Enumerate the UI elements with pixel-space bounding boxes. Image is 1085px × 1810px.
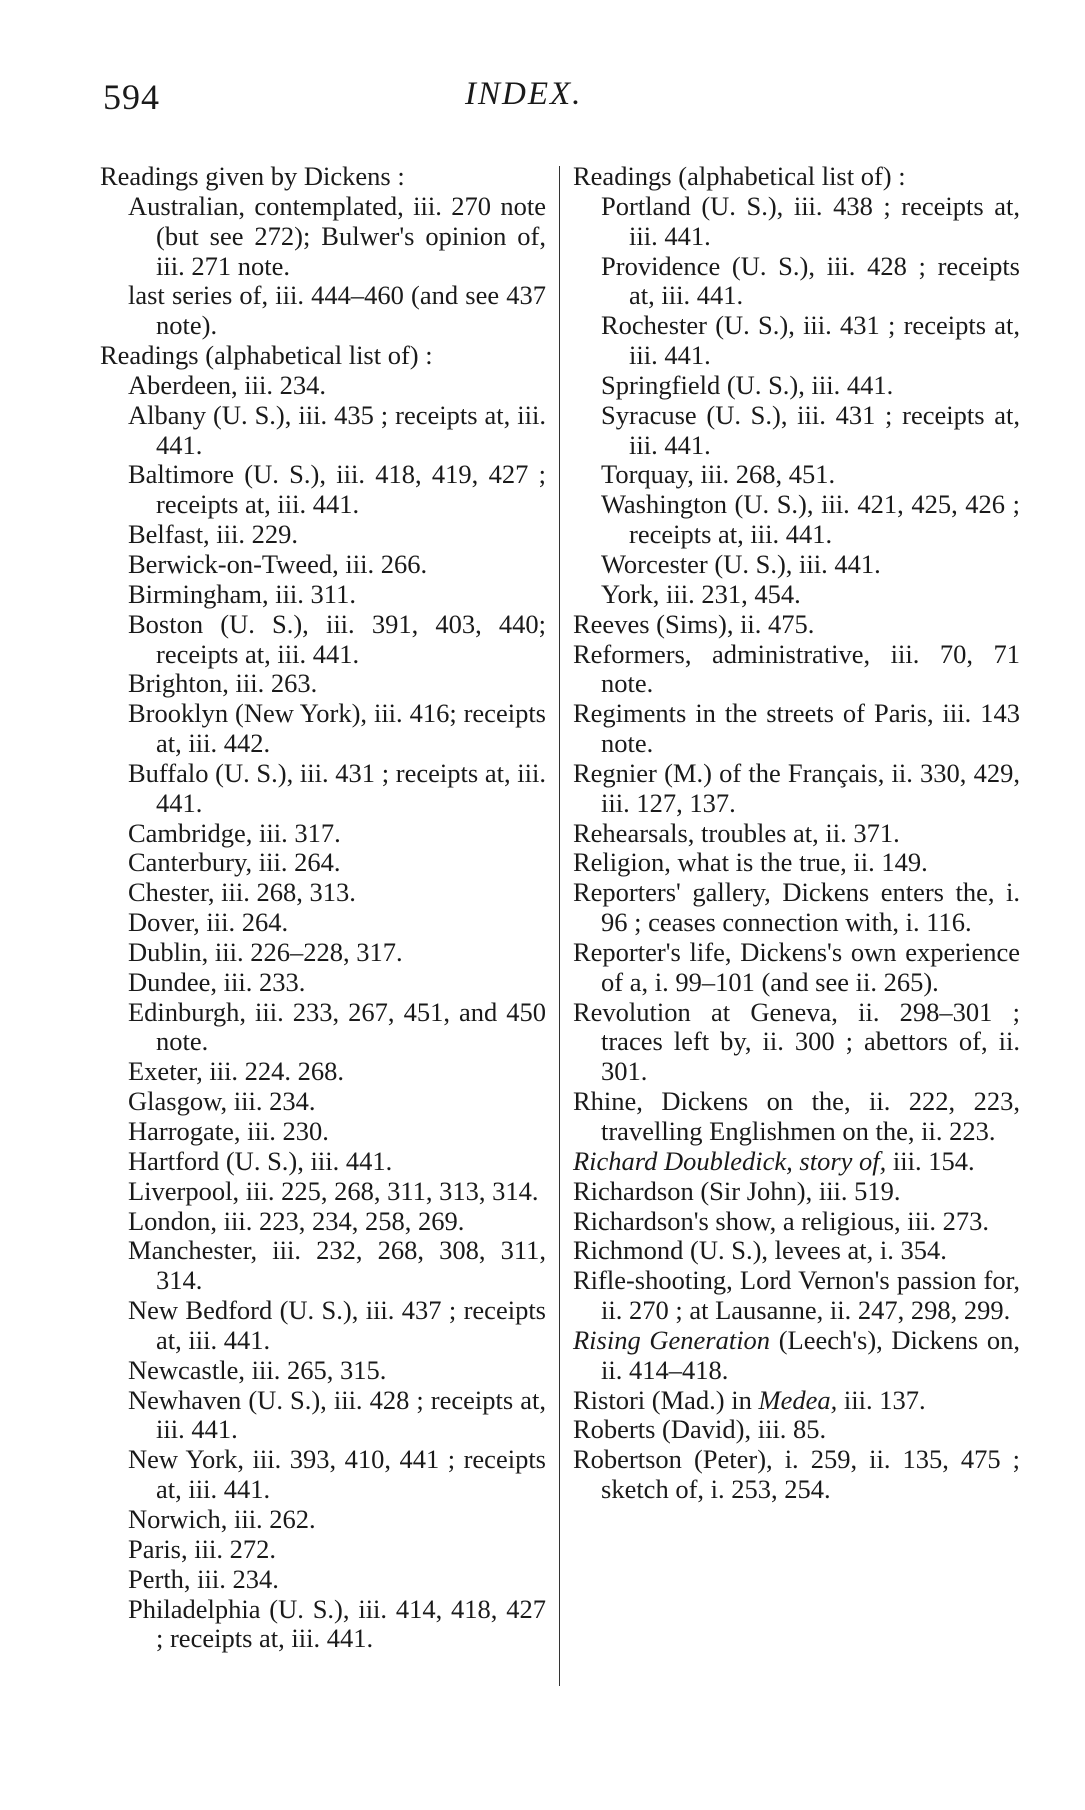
index-subentry (573, 550, 1020, 580)
entry-text: Regnier (M.) of the Français, ii. 330, 429, iii. 127, 137. (573, 757, 1020, 818)
entry-text: Cambridge, iii. 317. (128, 817, 341, 848)
entry-text: Manchester, iii. 232, 268, 308, 311, 314. (128, 1235, 546, 1296)
entry-text: Berwick-on-Tweed, iii. 266. (128, 548, 428, 579)
entry-text: Boston (U. S.), iii. 391, 403, 440; receipts at, iii. 441. (128, 608, 546, 669)
index-subentry (100, 1595, 546, 1655)
entry-text: (Leech's), Dickens on, ii. 414–418. (601, 1324, 1020, 1385)
index-entry (573, 1445, 1020, 1505)
column-divider (559, 166, 560, 1686)
index-subentry (573, 460, 1020, 490)
index-subentry (100, 1386, 546, 1446)
entry-italic-title: Richard Doubledick, story of, (573, 1145, 887, 1176)
entry-text: Liverpool, iii. 225, 268, 311, 313, 314. (128, 1175, 539, 1206)
entry-text: Glasgow, iii. 234. (128, 1086, 316, 1117)
entry-italic-title: Medea, (758, 1384, 838, 1415)
index-subentry (573, 311, 1020, 371)
entry-text: Brooklyn (New York), iii. 416; receipts at, iii. 442. (128, 698, 546, 759)
entry-text: Syracuse (U. S.), iii. 431 ; receipts at, iii. 441. (601, 399, 1020, 460)
entry-text: Rifle-shooting, Lord Vernon's passion for, ii. 270 ; at Lausanne, ii. 247, 298, 299. (573, 1265, 1020, 1326)
index-subentry (100, 968, 546, 998)
index-entry (573, 1087, 1020, 1147)
index-subentry (100, 550, 546, 580)
index-entry (573, 819, 1020, 849)
entry-text: Baltimore (U. S.), iii. 418, 419, 427 ; receipts at, iii. 441. (128, 459, 546, 520)
index-entry (573, 162, 1020, 192)
entry-text: Perth, iii. 234. (128, 1563, 279, 1594)
index-subentry (100, 848, 546, 878)
index-subentry (100, 580, 546, 610)
index-subentry (100, 998, 546, 1058)
entry-text: Hartford (U. S.), iii. 441. (128, 1145, 393, 1176)
entry-text: Albany (U. S.), iii. 435 ; receipts at, iii. 441. (128, 399, 546, 460)
entry-text: Aberdeen, iii. 234. (128, 369, 326, 400)
entry-text: Portland (U. S.), iii. 438 ; receipts at, iii. 441. (601, 190, 1020, 251)
entry-text: London, iii. 223, 234, 258, 269. (128, 1205, 465, 1236)
entry-text: Reporters' gallery, Dickens enters the, i. 96 ; ceases connection with, i. 116. (573, 877, 1020, 938)
index-subentry (573, 192, 1020, 252)
running-title: INDEX. (465, 76, 583, 112)
index-entry (573, 938, 1020, 998)
index-subentry (100, 759, 546, 819)
index-entry (573, 610, 1020, 640)
entry-text: Revolution at Geneva, ii. 298–301 ; traces left by, ii. 300 ; abettors of, ii. 301. (573, 996, 1020, 1087)
entry-text: Norwich, iii. 262. (128, 1503, 316, 1534)
entry-text: Torquay, iii. 268, 451. (601, 459, 836, 490)
index-subentry (100, 1356, 546, 1386)
index-subentry (100, 908, 546, 938)
entry-text: Exeter, iii. 224. 268. (128, 1056, 345, 1087)
index-entry (100, 162, 546, 192)
entry-text: Reporter's life, Dickens's own experience of a, i. 99–101 (and see ii. 265). (573, 936, 1020, 997)
entry-text: Religion, what is the true, ii. 149. (573, 847, 928, 878)
entry-text: Edinburgh, iii. 233, 267, 451, and 450 note. (128, 996, 546, 1057)
entry-text: Belfast, iii. 229. (128, 519, 299, 550)
index-subentry (100, 1565, 546, 1595)
index-subentry (100, 1087, 546, 1117)
index-entry (573, 848, 1020, 878)
index-subentry (100, 371, 546, 401)
entry-text: Reeves (Sims), ii. 475. (573, 608, 815, 639)
index-entry (573, 1177, 1020, 1207)
entry-text: Robertson (Peter), i. 259, ii. 135, 475 ; sketch of, i. 253, 254. (573, 1444, 1020, 1505)
index-subentry (100, 1505, 546, 1535)
entry-text: New York, iii. 393, 410, 441 ; receipts at, iii. 441. (128, 1444, 546, 1505)
index-entry (573, 878, 1020, 938)
index-subentry (100, 699, 546, 759)
entry-text: iii. 137. (837, 1384, 926, 1415)
index-subentry (100, 520, 546, 550)
entry-text: Newcastle, iii. 265, 315. (128, 1354, 387, 1385)
index-subentry (100, 1445, 546, 1505)
entry-text: Providence (U. S.), iii. 428 ; receipts at, iii. 441. (601, 250, 1020, 311)
index-subentry (100, 610, 546, 670)
index-subentry (100, 1117, 546, 1147)
index-entry (100, 341, 546, 371)
entry-text: Philadelphia (U. S.), iii. 414, 418, 427 ; receipts at, iii. 441. (128, 1593, 546, 1654)
index-entry (573, 1147, 1020, 1177)
index-column-right (573, 162, 1020, 1505)
entry-text: Reformers, administrative, iii. 70, 71 note. (573, 638, 1020, 699)
index-subentry (100, 281, 546, 341)
entry-text: Rehearsals, troubles at, ii. 371. (573, 817, 900, 848)
entry-text: Paris, iii. 272. (128, 1533, 276, 1564)
entry-text: iii. 154. (886, 1145, 975, 1176)
entry-text: Regiments in the streets of Paris, iii. 143 note. (573, 698, 1020, 759)
entry-text: last series of, iii. 444–460 (and see 437 note). (128, 280, 546, 341)
index-subentry (573, 401, 1020, 461)
entry-text: Australian, contemplated, iii. 270 note (but see 272); Bulwer's opinion of, iii. 271 note. (128, 190, 546, 281)
page-number: 594 (103, 77, 160, 117)
index-subentry (573, 252, 1020, 312)
entry-text: Washington (U. S.), iii. 421, 425, 426 ; receipts at, iii. 441. (601, 489, 1020, 550)
index-subentry (100, 1177, 546, 1207)
index-subentry (100, 938, 546, 968)
index-subentry (573, 580, 1020, 610)
index-subentry (573, 490, 1020, 550)
entry-text: Rhine, Dickens on the, ii. 222, 223, travelling Englishmen on the, ii. 223. (573, 1086, 1020, 1146)
index-entry (573, 640, 1020, 700)
index-entry (573, 1415, 1020, 1445)
entry-text: Canterbury, iii. 264. (128, 847, 341, 878)
index-subentry (100, 1057, 546, 1087)
entry-text: Harrogate, iii. 230. (128, 1116, 329, 1146)
index-subentry (100, 1207, 546, 1237)
entry-text: Richardson's show, a religious, iii. 273. (573, 1205, 989, 1236)
entry-text: Readings (alphabetical list of) : (573, 161, 906, 191)
entry-text: Chester, iii. 268, 313. (128, 877, 356, 908)
entry-text: Newhaven (U. S.), iii. 428 ; receipts at, iii. 441. (128, 1384, 546, 1445)
entry-text: Brighton, iii. 263. (128, 668, 318, 699)
entry-text: Readings given by Dickens : (100, 161, 405, 191)
entry-text: Worcester (U. S.), iii. 441. (601, 548, 881, 579)
entry-text: Springfield (U. S.), iii. 441. (601, 369, 894, 400)
index-subentry (100, 1535, 546, 1565)
index-subentry (100, 401, 546, 461)
entry-text: Dundee, iii. 233. (128, 966, 306, 997)
index-entry (573, 1207, 1020, 1237)
index-subentry (100, 1296, 546, 1356)
entry-text: New Bedford (U. S.), iii. 437 ; receipts at, iii. 441. (128, 1295, 546, 1355)
index-entry (573, 1326, 1020, 1386)
entry-text: Readings (alphabetical list of) : (100, 340, 433, 371)
index-entry (573, 1266, 1020, 1326)
index-subentry (100, 669, 546, 699)
entry-text: Richmond (U. S.), levees at, i. 354. (573, 1235, 947, 1266)
entry-italic-title: Rising Generation (573, 1324, 771, 1355)
index-subentry (100, 878, 546, 908)
index-subentry (573, 371, 1020, 401)
entry-text: Dublin, iii. 226–228, 317. (128, 936, 403, 967)
index-subentry (100, 460, 546, 520)
index-subentry (100, 1147, 546, 1177)
index-subentry (100, 192, 546, 282)
entry-text: Buffalo (U. S.), iii. 431 ; receipts at, iii. 441. (128, 757, 546, 818)
index-entry (573, 998, 1020, 1088)
index-subentry (100, 1236, 546, 1296)
index-column-left (100, 162, 546, 1654)
entry-text: Richardson (Sir John), iii. 519. (573, 1175, 901, 1206)
entry-text: Birmingham, iii. 311. (128, 578, 356, 609)
index-entry (573, 1386, 1020, 1416)
entry-text: Roberts (David), iii. 85. (573, 1414, 827, 1445)
entry-text: Rochester (U. S.), iii. 431 ; receipts at, iii. 441. (601, 310, 1020, 371)
index-entry (573, 699, 1020, 759)
index-subentry (100, 819, 546, 849)
entry-text: York, iii. 231, 454. (601, 578, 801, 609)
entry-text: Dover, iii. 264. (128, 907, 289, 938)
index-entry (573, 759, 1020, 819)
entry-text: Ristori (Mad.) in (573, 1384, 759, 1415)
index-entry (573, 1236, 1020, 1266)
